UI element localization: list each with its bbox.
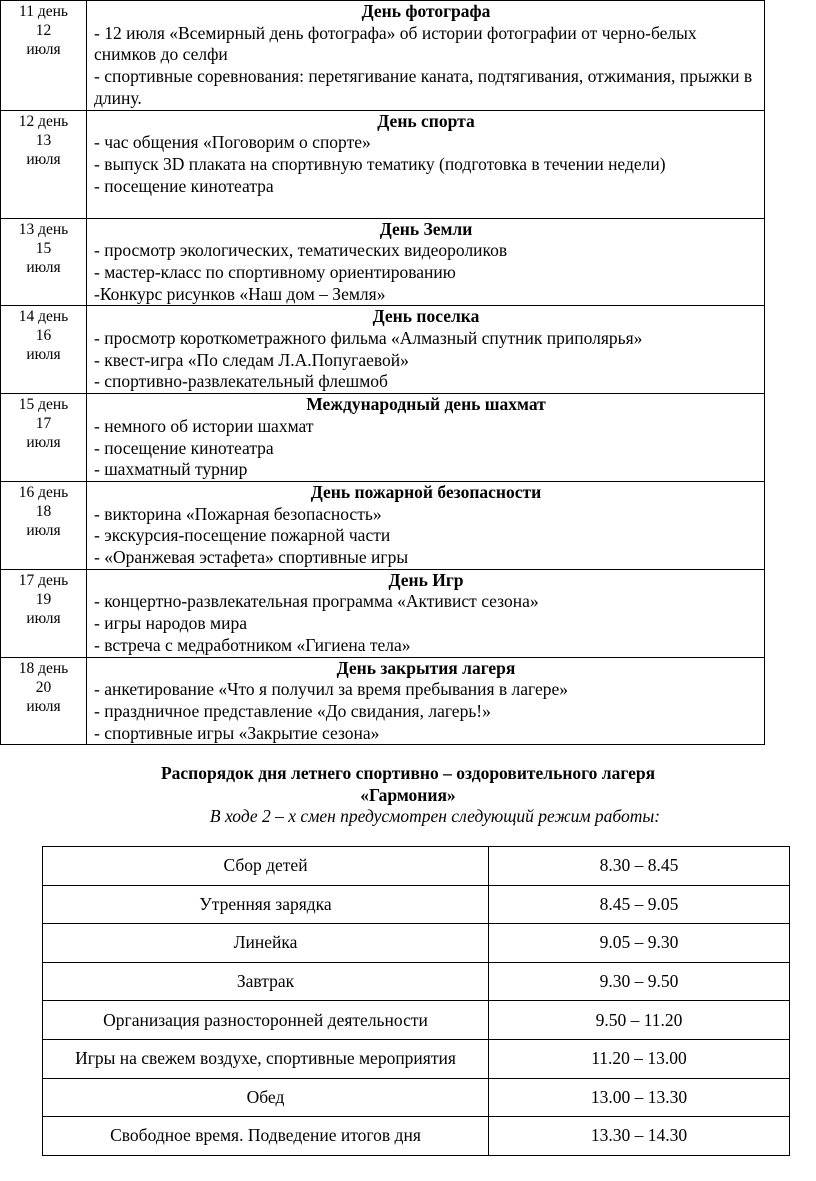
day-label: 18 день xyxy=(18,659,69,677)
day-number-cell xyxy=(1,110,87,218)
table-row xyxy=(1,657,765,745)
table-row xyxy=(1,569,765,657)
schedule-time: 13.00 – 13.30 xyxy=(489,1078,790,1117)
schedule-activity: Линейка xyxy=(43,924,489,963)
schedule-activity: Свободное время. Подведение итогов дня xyxy=(43,1117,489,1156)
day-content-cell xyxy=(87,306,765,394)
activity-item: - викторина «Пожарная безопасность» xyxy=(94,503,382,524)
day-date: 19 xyxy=(35,590,52,608)
day-date: 16 xyxy=(35,327,52,345)
day-number-cell xyxy=(1,306,87,394)
day-content-cell xyxy=(87,1,765,111)
day-number-cell xyxy=(1,657,87,745)
day-title: День пожарной безопасности xyxy=(310,481,542,502)
day-number-cell xyxy=(1,569,87,657)
activity-item: - встреча с медработником «Гигиена тела» xyxy=(94,634,411,655)
activity-item: - спортивно-развлекательный флешмоб xyxy=(94,371,388,392)
table-row xyxy=(43,924,790,963)
day-title: День Земли xyxy=(379,218,473,239)
activity-item: - праздничное представление «До свидания, лагерь!» xyxy=(94,700,491,721)
schedule-activity: Организация разносторонней деятельности xyxy=(43,1001,489,1040)
table-row xyxy=(1,306,765,394)
activity-item: - посещение кинотеатра xyxy=(94,437,274,458)
day-title: День спорта xyxy=(377,110,475,131)
day-title: День фотографа xyxy=(361,1,491,21)
table-row xyxy=(43,885,790,924)
day-date: 20 xyxy=(35,678,52,696)
day-content-cell xyxy=(87,110,765,218)
schedule-activity: Сбор детей xyxy=(43,847,489,886)
day-date: 15 xyxy=(35,239,52,257)
day-month: июля xyxy=(26,697,61,715)
activity-item: - экскурсия-посещение пожарной части xyxy=(94,525,391,546)
day-number-cell xyxy=(1,218,87,306)
day-month: июля xyxy=(26,434,61,452)
day-month: июля xyxy=(26,521,61,539)
activity-item: - выпуск 3D плаката на спортивную тематику (подготовка в течении недели) xyxy=(94,153,666,174)
day-month: июля xyxy=(26,609,61,627)
activity-item: - «Оранжевая эстафета» спортивные игры xyxy=(94,547,409,568)
schedule-title: Распорядок дня летнего спортивно – оздоровительного лагеря xyxy=(160,763,656,783)
day-content-cell xyxy=(87,394,765,482)
schedule-time: 8.45 – 9.05 xyxy=(489,885,790,924)
day-title: Международный день шахмат xyxy=(306,394,546,415)
day-month: июля xyxy=(26,258,61,276)
activity-item: - посещение кинотеатра xyxy=(94,175,274,196)
table-row xyxy=(1,218,765,306)
activity-item: - 12 июля «Всемирный день фотографа» об истории фотографии от черно-белых снимков до селфи xyxy=(94,22,697,65)
day-content-cell xyxy=(87,657,765,745)
day-label: 17 день xyxy=(18,571,69,589)
schedule-time: 9.05 – 9.30 xyxy=(489,924,790,963)
activity-item: - спортивные соревнования: перетягивание каната, подтягивания, отжимания, прыжки в длину. xyxy=(94,66,753,108)
camp-name: «Гармония» xyxy=(360,785,456,805)
schedule-time: 13.30 – 14.30 xyxy=(489,1117,790,1156)
table-row xyxy=(1,394,765,482)
table-row xyxy=(43,1039,790,1078)
day-content-cell xyxy=(87,569,765,657)
activity-item: - анкетирование «Что я получил за время пребывания в лагере» xyxy=(94,679,569,700)
activity-item: - просмотр экологических, тематических видеороликов xyxy=(94,240,508,261)
schedule-time: 8.30 – 8.45 xyxy=(489,847,790,886)
day-date: 13 xyxy=(35,131,52,149)
day-title: День закрытия лагеря xyxy=(336,657,516,678)
day-content-cell xyxy=(87,218,765,306)
activity-item: - мастер-класс по спортивному ориентированию xyxy=(94,261,456,282)
activity-item: - час общения «Поговорим о спорте» xyxy=(94,132,371,153)
day-month: июля xyxy=(26,41,61,58)
schedule-activity: Завтрак xyxy=(43,962,489,1001)
activity-item: - квест-игра «По следам Л.А.Попугаевой» xyxy=(94,349,409,370)
table-row xyxy=(1,1,765,111)
day-title: День Игр xyxy=(388,569,464,590)
daily-schedule-table xyxy=(42,846,790,1156)
day-label: 14 день xyxy=(18,308,69,326)
activity-item: - концертно-развлекательная программа «Активист сезона» xyxy=(94,591,539,612)
activity-item: - просмотр короткометражного фильма «Алмазный спутник приполярья» xyxy=(94,328,643,349)
schedule-subtitle: В ходе 2 – х смен предусмотрен следующий режим работы: xyxy=(209,806,661,826)
activity-item: - игры народов мира xyxy=(94,613,248,634)
day-month: июля xyxy=(26,346,61,364)
schedule-activity: Игры на свежем воздухе, спортивные мероприятия xyxy=(43,1039,489,1078)
day-label: 11 день xyxy=(19,3,68,20)
day-title: День поселка xyxy=(372,306,480,327)
schedule-activity: Обед xyxy=(43,1078,489,1117)
table-row xyxy=(43,847,790,886)
activity-item: - шахматный турнир xyxy=(94,459,248,480)
schedule-activity: Утренняя зарядка xyxy=(43,885,489,924)
activity-item: - спортивные игры «Закрытие сезона» xyxy=(94,722,380,743)
day-number-cell xyxy=(1,394,87,482)
table-row xyxy=(43,1078,790,1117)
table-row xyxy=(1,110,765,218)
day-content-cell xyxy=(87,481,765,569)
day-label: 12 день xyxy=(18,112,69,130)
day-date: 12 xyxy=(35,22,52,39)
table-row xyxy=(43,1117,790,1156)
schedule-time: 9.30 – 9.50 xyxy=(489,962,790,1001)
day-label: 13 день xyxy=(18,220,69,238)
day-label: 16 день xyxy=(18,483,69,501)
table-row xyxy=(43,962,790,1001)
schedule-time: 9.50 – 11.20 xyxy=(489,1001,790,1040)
activity-item: - немного об истории шахмат xyxy=(94,415,314,436)
activity-item: -Конкурс рисунков «Наш дом – Земля» xyxy=(94,283,386,304)
day-date: 18 xyxy=(35,502,52,520)
table-row xyxy=(1,481,765,569)
day-month: июля xyxy=(26,150,61,168)
day-number-cell xyxy=(1,1,87,111)
day-date: 17 xyxy=(35,415,52,433)
day-number-cell xyxy=(1,481,87,569)
schedule-time: 11.20 – 13.00 xyxy=(489,1039,790,1078)
table-row xyxy=(43,1001,790,1040)
day-label: 15 день xyxy=(18,396,69,414)
